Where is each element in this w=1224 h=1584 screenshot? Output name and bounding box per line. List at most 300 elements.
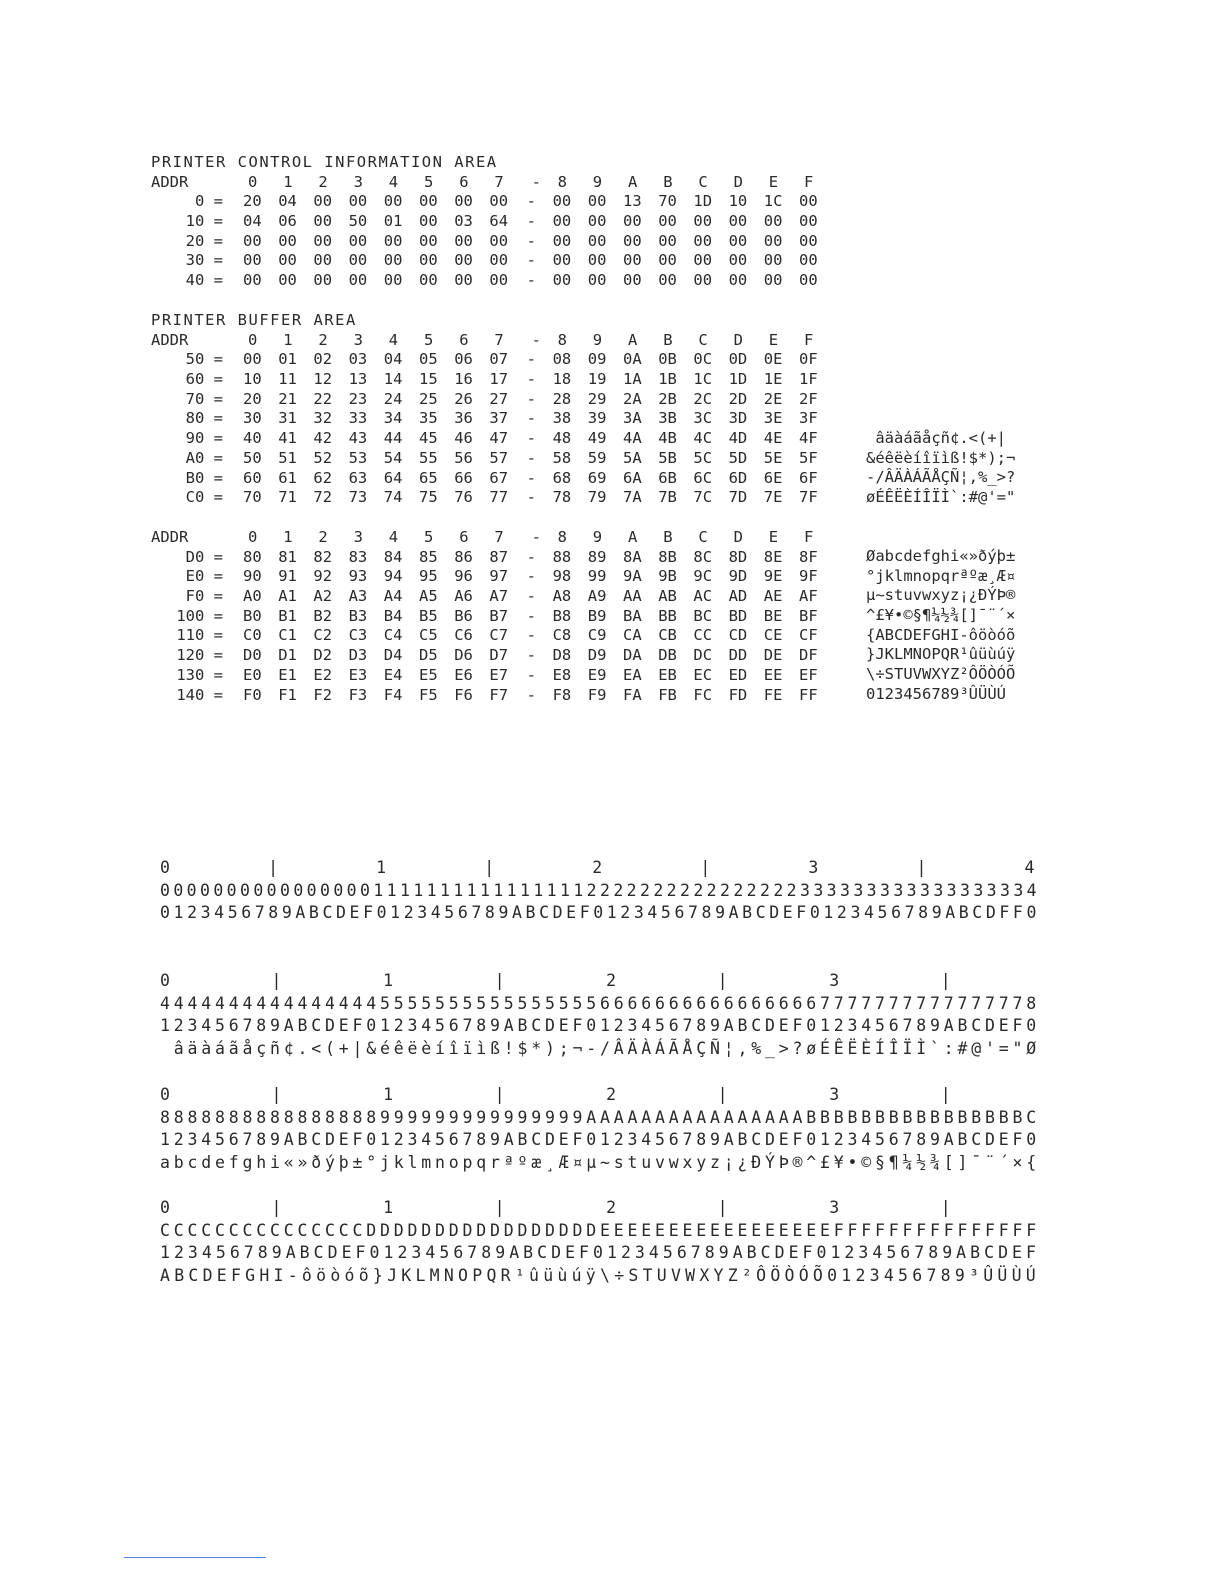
byte-cell: 00: [763, 251, 783, 270]
byte-cell: 61: [278, 468, 297, 487]
byte-cell: 56: [454, 448, 473, 467]
byte-cell: E8: [552, 665, 572, 684]
byte-cell: F1: [278, 685, 297, 704]
byte-cell: 6D: [728, 468, 748, 487]
byte-cell: 00: [763, 271, 783, 290]
byte-cell: E2: [313, 665, 333, 684]
byte-cell: 48: [552, 429, 572, 448]
column-header: A: [628, 528, 638, 546]
byte-cell: 36: [454, 409, 473, 428]
byte-cell: 84: [383, 547, 403, 566]
byte-cell: 64: [383, 468, 403, 487]
byte-cell: 6A: [623, 468, 642, 487]
byte-cell: 2B: [658, 389, 677, 408]
byte-cell: -: [526, 409, 536, 428]
buffer2-char-panel: [866, 547, 1015, 705]
addr-column-label: ADDR: [151, 330, 189, 349]
byte-cell: BD: [728, 606, 748, 625]
byte-cell: 95: [419, 567, 438, 586]
byte-cell: 00: [623, 231, 642, 250]
byte-cell: F3: [348, 685, 368, 704]
row-address: 110 =: [176, 626, 223, 645]
buffer-area-title: PRINTER BUFFER AREA: [151, 311, 357, 329]
byte-cell: 93: [348, 567, 368, 586]
byte-cell: 44: [383, 429, 403, 448]
byte-cell: 00: [552, 231, 572, 250]
byte-cell: A5: [419, 587, 438, 606]
table-row: [151, 192, 818, 212]
byte-cell: 3E: [763, 409, 783, 428]
byte-cell: 00: [799, 251, 818, 270]
byte-cell: 67: [489, 468, 509, 487]
byte-cell: 99: [587, 567, 607, 586]
byte-cell: 1F: [799, 370, 818, 389]
column-header: 7: [494, 330, 504, 349]
byte-cell: 1D: [693, 192, 713, 211]
byte-cell: CB: [658, 626, 677, 645]
byte-cell: 25: [419, 389, 438, 408]
char-translation: \÷STUVWXYZ²ÔÖÒÓÕ: [866, 665, 1016, 684]
byte-cell: 6E: [763, 468, 783, 487]
ruler-block-2: [160, 970, 1050, 1060]
byte-cell: 00: [763, 212, 783, 231]
byte-cell: AE: [763, 587, 783, 606]
column-header: 5: [424, 172, 434, 191]
column-header: 9: [592, 330, 603, 349]
ruler-scale: 0 | 1 | 2 | 3 | 4: [160, 858, 1040, 877]
byte-cell: 7F: [799, 488, 818, 507]
byte-cell: A7: [489, 587, 509, 606]
byte-cell: CC: [693, 626, 713, 645]
byte-cell: 6B: [658, 468, 677, 487]
byte-cell: 00: [454, 231, 473, 250]
byte-cell: 8B: [658, 547, 677, 566]
row-address: 130 =: [176, 665, 223, 684]
byte-cell: -: [526, 488, 536, 507]
column-header: -: [531, 528, 541, 546]
table-row: [151, 429, 818, 449]
byte-cell: DF: [799, 646, 818, 665]
byte-cell: 8F: [799, 547, 818, 566]
byte-cell: -: [526, 389, 536, 408]
byte-cell: 04: [383, 350, 403, 369]
byte-cell: -: [526, 685, 536, 704]
byte-cell: 00: [419, 251, 438, 270]
byte-cell: 5E: [763, 448, 783, 467]
byte-cell: E7: [489, 665, 509, 684]
table-row: [151, 231, 818, 252]
byte-cell: 2A: [623, 389, 642, 408]
column-header: A: [628, 172, 638, 191]
column-header: 5: [424, 330, 434, 349]
byte-cell: FD: [728, 685, 748, 704]
byte-cell: -: [526, 626, 536, 645]
char-translation: }JKLMNOPQR¹ûüùúÿ: [866, 645, 1016, 664]
byte-cell: 00: [693, 251, 713, 270]
byte-cell: 00: [693, 212, 713, 231]
byte-cell: FF: [799, 685, 818, 704]
row-address: 80 =: [185, 409, 223, 428]
column-header: 9: [592, 172, 603, 191]
row-address: B0 =: [185, 468, 223, 487]
ruler-block-4: [160, 1197, 1050, 1287]
byte-cell: CE: [763, 626, 783, 645]
byte-cell: 6F: [799, 468, 818, 487]
byte-cell: 00: [552, 212, 572, 231]
column-header: F: [804, 330, 814, 349]
byte-cell: F7: [489, 685, 509, 704]
row-address: 70 =: [185, 389, 223, 408]
char-translation: &éêëèíîïìß!$*);¬: [866, 448, 1016, 467]
byte-cell: 02: [313, 350, 333, 369]
byte-cell: 00: [587, 192, 607, 211]
byte-cell: F6: [454, 685, 473, 704]
table-row: [151, 350, 818, 370]
buffer-header-row: [151, 330, 814, 351]
byte-cell: 5B: [658, 448, 677, 467]
byte-cell: EF: [799, 665, 818, 684]
byte-cell: 5A: [623, 448, 642, 467]
column-header: 6: [459, 330, 469, 349]
byte-cell: 00: [243, 271, 262, 290]
byte-cell: AF: [799, 587, 818, 606]
byte-cell: 00: [419, 212, 438, 231]
column-header: 7: [494, 172, 504, 191]
byte-cell: 1B: [658, 370, 677, 389]
byte-cell: 00: [278, 251, 297, 270]
byte-cell: -: [526, 567, 536, 586]
byte-cell: -: [526, 448, 536, 467]
byte-cell: 7A: [623, 488, 642, 507]
byte-cell: 90: [243, 567, 262, 586]
table-row: [151, 488, 818, 508]
byte-cell: 63: [348, 468, 368, 487]
column-header: F: [804, 172, 814, 191]
byte-cell: 0C: [693, 350, 713, 369]
byte-cell: 00: [348, 271, 368, 290]
byte-cell: 57: [489, 448, 509, 467]
byte-cell: 06: [454, 350, 473, 369]
byte-cell: 00: [728, 251, 748, 270]
byte-cell: B1: [278, 606, 297, 625]
byte-cell: 09: [587, 350, 607, 369]
byte-cell: 00: [489, 251, 509, 270]
byte-cell: EA: [623, 665, 642, 684]
byte-cell: 03: [348, 350, 368, 369]
byte-cell: 00: [278, 231, 297, 250]
byte-cell: 50: [348, 212, 368, 231]
byte-cell: CF: [799, 626, 818, 645]
byte-cell: 00: [587, 231, 607, 250]
column-header: 0: [248, 330, 258, 349]
byte-cell: -: [526, 370, 536, 389]
byte-cell: 03: [454, 212, 473, 231]
byte-cell: 00: [383, 251, 403, 270]
byte-cell: 00: [728, 212, 748, 231]
byte-cell: 41: [278, 429, 297, 448]
ruler-chars: abcdefghi«»ðýþ±°jklmnopqrªºæ¸Æ¤µ~stuvwxyz¡¿ÐÝÞ®^£¥•©§¶¼½¾[]¯¨´×{: [160, 1152, 1040, 1172]
byte-cell: 98: [552, 567, 572, 586]
byte-cell: 12: [313, 370, 333, 389]
byte-cell: A1: [278, 587, 297, 606]
byte-cell: 82: [313, 547, 333, 566]
row-address: 50 =: [185, 350, 223, 369]
byte-cell: 00: [348, 251, 368, 270]
byte-cell: BF: [799, 606, 818, 625]
table-row: [151, 251, 818, 271]
row-address: D0 =: [185, 547, 223, 566]
byte-cell: 5C: [693, 448, 713, 467]
byte-cell: 75: [419, 488, 438, 507]
column-header: C: [698, 528, 708, 546]
byte-cell: D7: [489, 646, 509, 665]
byte-cell: 11: [278, 370, 297, 389]
byte-cell: B2: [313, 606, 333, 625]
buffer-char-panel: [866, 429, 1015, 508]
byte-cell: 96: [454, 567, 473, 586]
byte-cell: -: [526, 251, 536, 270]
byte-cell: BE: [763, 606, 783, 625]
byte-cell: 20: [243, 389, 262, 408]
byte-cell: 23: [348, 389, 368, 408]
byte-cell: 37: [489, 409, 509, 428]
byte-cell: A4: [383, 587, 403, 606]
byte-cell: 4E: [763, 429, 783, 448]
byte-cell: 00: [383, 192, 403, 211]
byte-cell: 00: [799, 231, 818, 250]
byte-cell: F2: [313, 685, 333, 704]
byte-cell: 00: [419, 192, 438, 211]
column-header: 1: [283, 172, 293, 191]
column-header: 7: [494, 528, 504, 546]
byte-cell: 74: [383, 488, 403, 507]
byte-cell: 07: [489, 350, 509, 369]
byte-cell: 5F: [799, 448, 818, 467]
byte-cell: 0E: [763, 350, 783, 369]
byte-cell: DC: [693, 646, 713, 665]
column-header: E: [768, 172, 779, 191]
control-area-title: PRINTER CONTROL INFORMATION AREA: [151, 153, 498, 171]
byte-cell: 58: [552, 448, 572, 467]
byte-cell: C6: [454, 626, 473, 645]
byte-cell: E5: [419, 665, 438, 684]
byte-cell: 72: [313, 488, 333, 507]
column-header: D: [733, 330, 743, 349]
byte-cell: 33: [348, 409, 368, 428]
byte-cell: 00: [243, 251, 262, 270]
byte-cell: 26: [454, 389, 473, 408]
byte-cell: AA: [623, 587, 642, 606]
byte-cell: 2E: [763, 389, 783, 408]
byte-cell: 35: [419, 409, 438, 428]
table-row: [151, 389, 818, 410]
byte-cell: 87: [489, 547, 509, 566]
column-header: 4: [388, 172, 399, 191]
ruler-units: 0123456789ABCDEF0123456789ABCDEF0123456789ABCDEF0123456789ABCDFF0: [160, 903, 1040, 922]
row-address: 120 =: [176, 646, 223, 665]
ruler-block-1: [160, 857, 1050, 925]
byte-cell: 00: [454, 271, 473, 290]
column-header: C: [698, 330, 708, 349]
byte-cell: 9F: [799, 567, 818, 586]
byte-cell: 00: [728, 271, 748, 290]
byte-cell: C8: [552, 626, 572, 645]
byte-cell: 73: [348, 488, 368, 507]
char-translation: 0123456789³ÛÜÙÚ: [866, 684, 1006, 703]
byte-cell: 34: [383, 409, 403, 428]
row-address: 10 =: [185, 212, 223, 231]
byte-cell: 30: [243, 409, 262, 428]
byte-cell: A2: [313, 587, 333, 606]
byte-cell: 00: [278, 271, 297, 290]
byte-cell: 80: [243, 547, 262, 566]
byte-cell: 17: [489, 370, 509, 389]
byte-cell: 47: [489, 429, 509, 448]
byte-cell: FA: [623, 685, 642, 704]
byte-cell: 06: [278, 212, 297, 231]
byte-cell: 62: [313, 468, 333, 487]
table-row: [151, 271, 818, 291]
ruler-scale: 0 | 1 | 2 | 3 |: [160, 1198, 957, 1217]
column-header: B: [663, 330, 673, 349]
byte-cell: C5: [419, 626, 438, 645]
ruler-scale: 0 | 1 | 2 | 3 |: [160, 971, 957, 990]
column-header: 3: [353, 528, 363, 546]
byte-cell: 9E: [763, 567, 783, 586]
byte-cell: 9A: [623, 567, 642, 586]
byte-cell: 18: [552, 370, 572, 389]
byte-cell: 45: [419, 429, 438, 448]
byte-cell: 3F: [799, 409, 818, 428]
byte-cell: 00: [623, 212, 642, 231]
byte-cell: F0: [243, 685, 262, 704]
row-address: 20 =: [185, 231, 223, 250]
byte-cell: -: [526, 212, 536, 231]
byte-cell: 00: [313, 271, 333, 290]
byte-cell: 0B: [658, 350, 677, 369]
byte-cell: 2F: [799, 389, 818, 408]
byte-cell: 00: [658, 251, 677, 270]
byte-cell: 76: [454, 488, 473, 507]
byte-cell: -: [526, 665, 536, 684]
byte-cell: C7: [489, 626, 509, 645]
byte-cell: 00: [552, 271, 572, 290]
byte-cell: -: [526, 646, 536, 665]
byte-cell: 00: [313, 212, 333, 231]
column-header: 1: [283, 528, 293, 546]
byte-cell: 00: [243, 231, 262, 250]
byte-cell: A8: [552, 587, 572, 606]
ruler-units: 123456789ABCDEF0123456789ABCDEF0123456789ABCDEF0123456789ABCDEF: [160, 1243, 1040, 1262]
byte-cell: 8A: [623, 547, 642, 566]
byte-cell: 4F: [799, 429, 818, 448]
byte-cell: 78: [552, 488, 572, 507]
byte-cell: 00: [587, 271, 607, 290]
byte-cell: 5D: [728, 448, 748, 467]
ruler-units: 123456789ABCDEF0123456789ABCDEF0123456789ABCDEF0123456789ABCDEF0: [160, 1130, 1040, 1149]
byte-cell: 00: [623, 271, 642, 290]
byte-cell: E0: [243, 665, 262, 684]
column-header: 2: [318, 172, 328, 191]
byte-cell: 00: [313, 251, 333, 270]
byte-cell: 00: [693, 231, 713, 250]
byte-cell: F4: [383, 685, 403, 704]
char-translation: °jklmnopqrªºæ¸Æ¤: [866, 566, 1016, 585]
byte-cell: DE: [763, 646, 783, 665]
buffer-rows: [151, 350, 818, 508]
byte-cell: F5: [419, 685, 438, 704]
byte-cell: E3: [348, 665, 368, 684]
byte-cell: 29: [587, 389, 607, 408]
column-header: 2: [318, 528, 328, 546]
byte-cell: 1C: [693, 370, 713, 389]
column-header: D: [733, 172, 743, 191]
byte-cell: 69: [587, 468, 607, 487]
byte-cell: 14: [383, 370, 403, 389]
byte-cell: 55: [419, 448, 438, 467]
byte-cell: 00: [658, 212, 677, 231]
byte-cell: 00: [799, 212, 818, 231]
char-translation: ^£¥•©§¶¼½¾[]¯¨´×: [866, 606, 1016, 625]
byte-cell: 00: [419, 271, 438, 290]
byte-cell: 00: [658, 271, 677, 290]
byte-cell: 10: [728, 192, 748, 211]
byte-cell: 04: [243, 212, 262, 231]
byte-cell: 28: [552, 389, 572, 408]
byte-cell: BC: [693, 606, 713, 625]
byte-cell: -: [526, 468, 536, 487]
byte-cell: 32: [313, 409, 333, 428]
byte-cell: E9: [587, 665, 607, 684]
column-header: 0: [248, 172, 258, 191]
byte-cell: 8D: [728, 547, 748, 566]
byte-cell: 50: [243, 448, 262, 467]
control-rows: [151, 192, 818, 290]
byte-cell: 81: [278, 547, 297, 566]
byte-cell: 00: [348, 192, 368, 211]
column-header: -: [531, 330, 541, 349]
byte-cell: CD: [728, 626, 748, 645]
byte-cell: 3D: [728, 409, 748, 428]
table-row: [151, 409, 818, 429]
byte-cell: 9D: [728, 567, 748, 586]
byte-cell: B0: [243, 606, 262, 625]
byte-cell: B9: [587, 606, 607, 625]
byte-cell: 27: [489, 389, 509, 408]
byte-cell: A3: [348, 587, 368, 606]
byte-cell: -: [526, 192, 536, 211]
row-address: 60 =: [185, 370, 223, 389]
byte-cell: DB: [658, 646, 677, 665]
byte-cell: 19: [587, 370, 607, 389]
byte-cell: 7D: [728, 488, 748, 507]
byte-cell: 86: [454, 547, 473, 566]
byte-cell: 94: [383, 567, 403, 586]
byte-cell: 79: [587, 488, 607, 507]
byte-cell: 00: [552, 192, 572, 211]
byte-cell: 08: [552, 350, 572, 369]
byte-cell: 53: [348, 448, 368, 467]
byte-cell: 9C: [693, 567, 713, 586]
byte-cell: D3: [348, 646, 368, 665]
byte-cell: 39: [587, 409, 607, 428]
byte-cell: 00: [313, 231, 333, 250]
byte-cell: 7B: [658, 488, 677, 507]
byte-cell: B8: [552, 606, 572, 625]
byte-cell: 4D: [728, 429, 748, 448]
column-header: 4: [388, 330, 399, 349]
column-header: 2: [318, 330, 328, 349]
